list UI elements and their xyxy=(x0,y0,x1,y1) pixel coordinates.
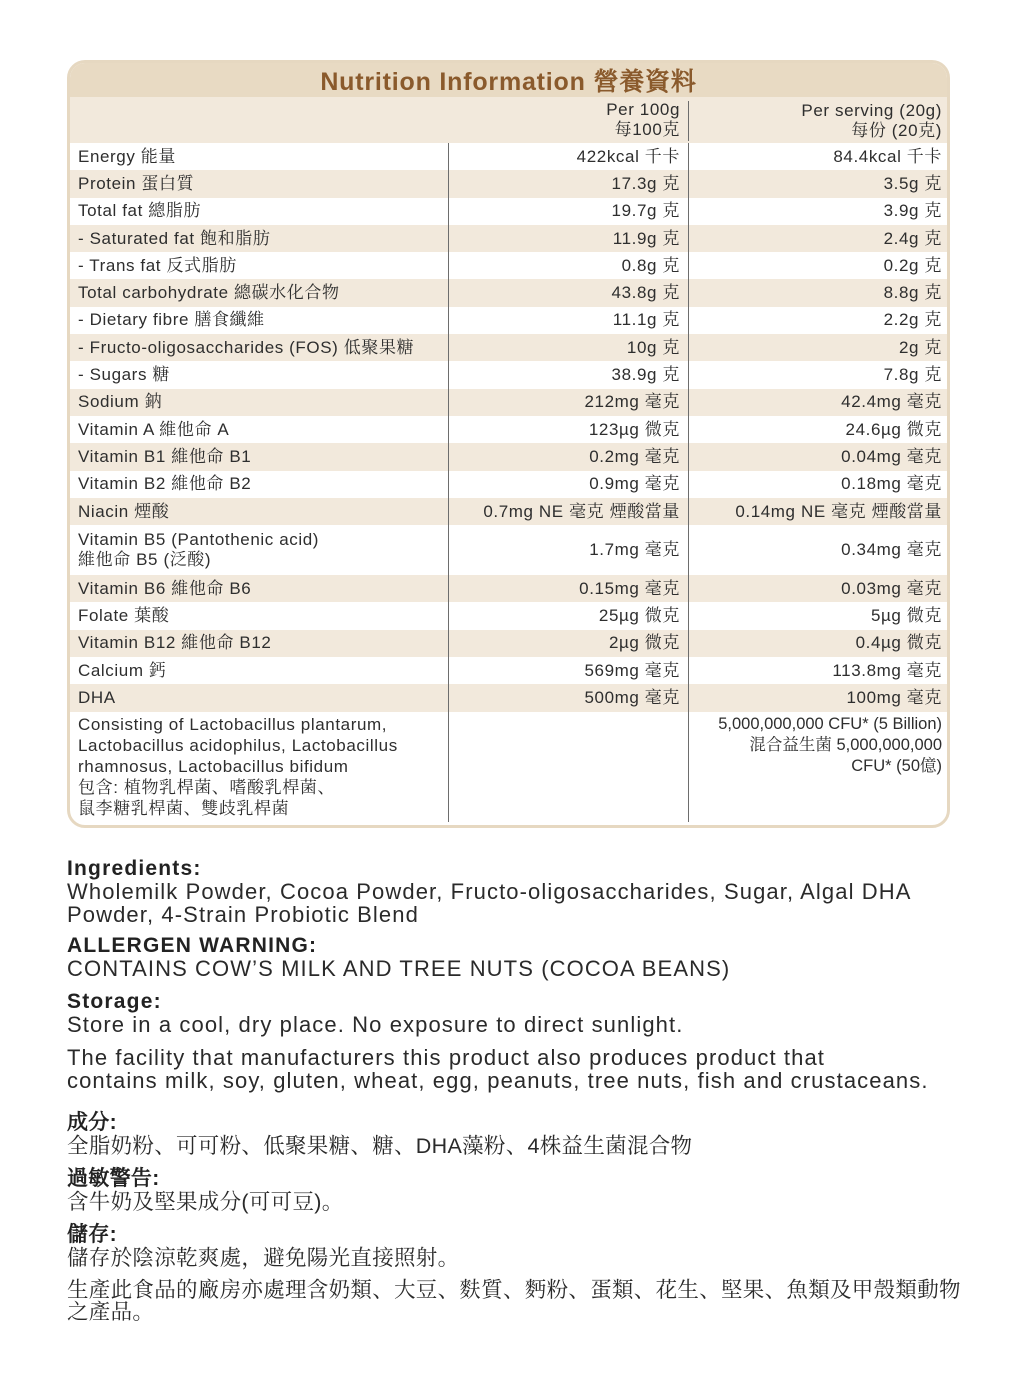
nutrient-name: Vitamin A 維他命 A xyxy=(78,419,230,439)
nutrient-value-per-serving: 113.8mg 毫克 xyxy=(688,657,947,684)
nutrient-row xyxy=(70,630,947,657)
allergen-text-zh: 含牛奶及堅果成分(可可豆)。 xyxy=(67,1189,344,1214)
nutrient-name: Vitamin B2 維他命 B2 xyxy=(78,474,252,494)
nutrient-name: Energy 能量 xyxy=(78,146,176,166)
nutrient-value-per-100g: 0.9mg 毫克 xyxy=(448,471,688,498)
nutrient-row xyxy=(70,443,947,470)
allergen-heading-zh: 過敏警告: xyxy=(67,1167,160,1190)
ingredients-heading-zh: 成分: xyxy=(67,1111,117,1134)
nutrition-title: Nutrition Information 營養資料 xyxy=(320,68,697,96)
probiotic-strains: Consisting of Lactobacillus plantarum, Lactobacillus acidophilus, Lactobacillus rhamnosus, Lactobacillus bifidum 包含: 植物乳桿菌、嗜酸乳桿菌、 鼠李糖乳桿菌、雙歧乳桿菌 xyxy=(78,714,398,818)
ingredients-section-en xyxy=(67,857,967,926)
storage-section-en xyxy=(67,990,967,1036)
nutrient-value-per-100g: 43.8g 克 xyxy=(448,279,688,306)
nutrient-row xyxy=(70,498,947,525)
nutrition-title-band xyxy=(70,63,947,97)
nutrient-value-per-serving: 7.8g 克 xyxy=(688,361,947,388)
nutrient-name: Calcium 鈣 xyxy=(78,660,167,680)
nutrient-row xyxy=(70,471,947,498)
nutrient-row xyxy=(70,361,947,388)
nutrient-value-per-serving: 100mg 毫克 xyxy=(688,684,947,711)
nutrient-value-per-serving: 8.8g 克 xyxy=(688,279,947,306)
nutrient-value-per-100g: 212mg 毫克 xyxy=(448,389,688,416)
column-header-per-100g xyxy=(448,97,688,143)
facility-text-en: The facility that manufacturers this product also produces product that contains milk, soy, gluten, wheat, egg, peanuts, tree nuts, fish and crustaceans. xyxy=(67,1045,929,1093)
nutrient-value-per-100g: 0.8g 克 xyxy=(448,252,688,279)
nutrient-row xyxy=(70,170,947,197)
nutrient-value-per-serving: 0.34mg 毫克 xyxy=(688,525,947,575)
nutrient-row xyxy=(70,198,947,225)
nutrient-value-per-100g: 2µg 微克 xyxy=(448,630,688,657)
nutrient-value-per-serving: 0.04mg 毫克 xyxy=(688,443,947,470)
nutrient-name: - Saturated fat 飽和脂肪 xyxy=(78,228,271,248)
nutrient-value-per-100g: 11.1g 克 xyxy=(448,307,688,334)
probiotic-value-per-100g xyxy=(448,712,688,822)
nutrient-value-per-100g: 10g 克 xyxy=(448,334,688,361)
nutrient-value-per-serving: 0.14mg NE 毫克 煙酸當量 xyxy=(688,498,947,525)
nutrient-value-per-100g: 569mg 毫克 xyxy=(448,657,688,684)
nutrient-name: - Fructo-oligosaccharides (FOS) 低聚果糖 xyxy=(78,337,415,357)
nutrient-row xyxy=(70,334,947,361)
column-header-nutrient xyxy=(70,97,448,143)
facility-notice-en xyxy=(67,1046,967,1092)
nutrient-row xyxy=(70,525,947,575)
nutrient-value-per-serving: 3.5g 克 xyxy=(688,170,947,197)
nutrient-row xyxy=(70,225,947,252)
nutrient-name: Total fat 總脂肪 xyxy=(78,201,202,221)
storage-heading-zh: 儲存: xyxy=(67,1223,117,1246)
nutrient-value-per-serving: 24.6µg 微克 xyxy=(688,416,947,443)
nutrient-row xyxy=(70,389,947,416)
nutrient-value-per-serving: 2.4g 克 xyxy=(688,225,947,252)
facility-notice-zh xyxy=(67,1279,967,1324)
nutrient-value-per-serving: 3.9g 克 xyxy=(688,198,947,225)
nutrient-value-per-serving: 0.2g 克 xyxy=(688,252,947,279)
nutrient-row xyxy=(70,575,947,602)
ingredients-heading-en: Ingredients: xyxy=(67,857,202,880)
nutrition-table xyxy=(67,60,950,828)
nutrient-value-per-100g: 500mg 毫克 xyxy=(448,684,688,711)
nutrient-value-per-100g: 17.3g 克 xyxy=(448,170,688,197)
storage-text-zh: 儲存於陰涼乾爽處，避免陽光直接照射。 xyxy=(67,1245,460,1270)
allergen-section-en xyxy=(67,934,967,980)
nutrient-value-per-100g: 0.7mg NE 毫克 煙酸當量 xyxy=(448,498,688,525)
nutrient-row xyxy=(70,602,947,629)
nutrient-value-per-100g: 1.7mg 毫克 xyxy=(448,525,688,575)
column-header-per-100g-zh: 每100克 xyxy=(614,120,680,139)
nutrient-value-per-serving: 2g 克 xyxy=(688,334,947,361)
nutrient-row xyxy=(70,684,947,711)
ingredients-section-zh xyxy=(67,1112,967,1157)
nutrient-value-per-100g: 0.2mg 毫克 xyxy=(448,443,688,470)
nutrient-value-per-100g: 11.9g 克 xyxy=(448,225,688,252)
ingredients-text-zh: 全脂奶粉、可可粉、低聚果糖、糖、DHA藻粉、4株益生菌混合物 xyxy=(67,1133,693,1158)
nutrient-value-per-serving: 5µg 微克 xyxy=(688,602,947,629)
storage-section-zh xyxy=(67,1224,967,1269)
nutrient-value-per-serving: 0.03mg 毫克 xyxy=(688,575,947,602)
allergen-text-en: CONTAINS COW’S MILK AND TREE NUTS (COCOA BEANS) xyxy=(67,956,731,981)
nutrient-row xyxy=(70,307,947,334)
nutrient-name: DHA xyxy=(78,687,116,707)
nutrient-row xyxy=(70,143,947,170)
nutrient-name: Vitamin B6 維他命 B6 xyxy=(78,578,252,598)
nutrient-name: Vitamin B12 維他命 B12 xyxy=(78,633,272,653)
column-header-per-serving-zh: 每份 (20克) xyxy=(851,121,942,140)
storage-heading-en: Storage: xyxy=(67,990,162,1013)
nutrient-value-per-100g: 0.15mg 毫克 xyxy=(448,575,688,602)
nutrient-name: Vitamin B1 維他命 B1 xyxy=(78,446,252,466)
nutrient-name: Vitamin B5 (Pantothenic acid) 維他命 B5 (泛酸) xyxy=(78,530,320,570)
nutrient-row xyxy=(70,416,947,443)
nutrition-column-headers xyxy=(70,97,947,143)
nutrient-value-per-serving: 0.18mg 毫克 xyxy=(688,471,947,498)
column-header-per-serving-en: Per serving (20g) xyxy=(801,101,942,120)
nutrient-value-per-100g: 19.7g 克 xyxy=(448,198,688,225)
nutrient-name: Niacin 煙酸 xyxy=(78,501,170,521)
probiotic-value-per-serving: 5,000,000,000 CFU* (5 Billion) 混合益生菌 5,000,000,000 CFU* (50億) xyxy=(688,712,947,822)
nutrient-value-per-serving: 0.4µg 微克 xyxy=(688,630,947,657)
allergen-heading-en: ALLERGEN WARNING: xyxy=(67,934,318,957)
nutrient-name: - Dietary fibre 膳食纖維 xyxy=(78,310,265,330)
nutrient-value-per-serving: 2.2g 克 xyxy=(688,307,947,334)
nutrient-name: - Sugars 糖 xyxy=(78,365,170,385)
nutrient-name: Sodium 鈉 xyxy=(78,392,163,412)
nutrient-name: Folate 葉酸 xyxy=(78,606,170,626)
nutrient-name: - Trans fat 反式脂肪 xyxy=(78,255,237,275)
nutrient-name: Total carbohydrate 總碳水化合物 xyxy=(78,283,340,303)
nutrient-row xyxy=(70,252,947,279)
nutrient-value-per-serving: 84.4kcal 千卡 xyxy=(688,143,947,170)
probiotic-row xyxy=(70,712,947,822)
nutrient-value-per-100g: 25µg 微克 xyxy=(448,602,688,629)
nutrient-name: Protein 蛋白質 xyxy=(78,173,195,193)
facility-text-zh: 生產此食品的廠房亦處理含奶類、大豆、麩質、麪粉、蛋類、花生、堅果、魚類及甲殼類動物 之產品。 xyxy=(67,1277,961,1324)
column-header-per-serving xyxy=(688,101,947,141)
storage-text-en: Store in a cool, dry place. No exposure to direct sunlight. xyxy=(67,1012,684,1037)
ingredients-text-en: Wholemilk Powder, Cocoa Powder, Fructo-oligosaccharides, Sugar, Algal DHA Powder, 4-Strain Probiotic Blend xyxy=(67,879,912,927)
allergen-section-zh xyxy=(67,1168,967,1213)
column-header-per-100g-en: Per 100g xyxy=(606,100,680,119)
nutrient-value-per-100g: 123µg 微克 xyxy=(448,416,688,443)
nutrient-row xyxy=(70,657,947,684)
nutrient-value-per-serving: 42.4mg 毫克 xyxy=(688,389,947,416)
nutrient-row xyxy=(70,279,947,306)
nutrient-value-per-100g: 38.9g 克 xyxy=(448,361,688,388)
nutrient-value-per-100g: 422kcal 千卡 xyxy=(448,143,688,170)
